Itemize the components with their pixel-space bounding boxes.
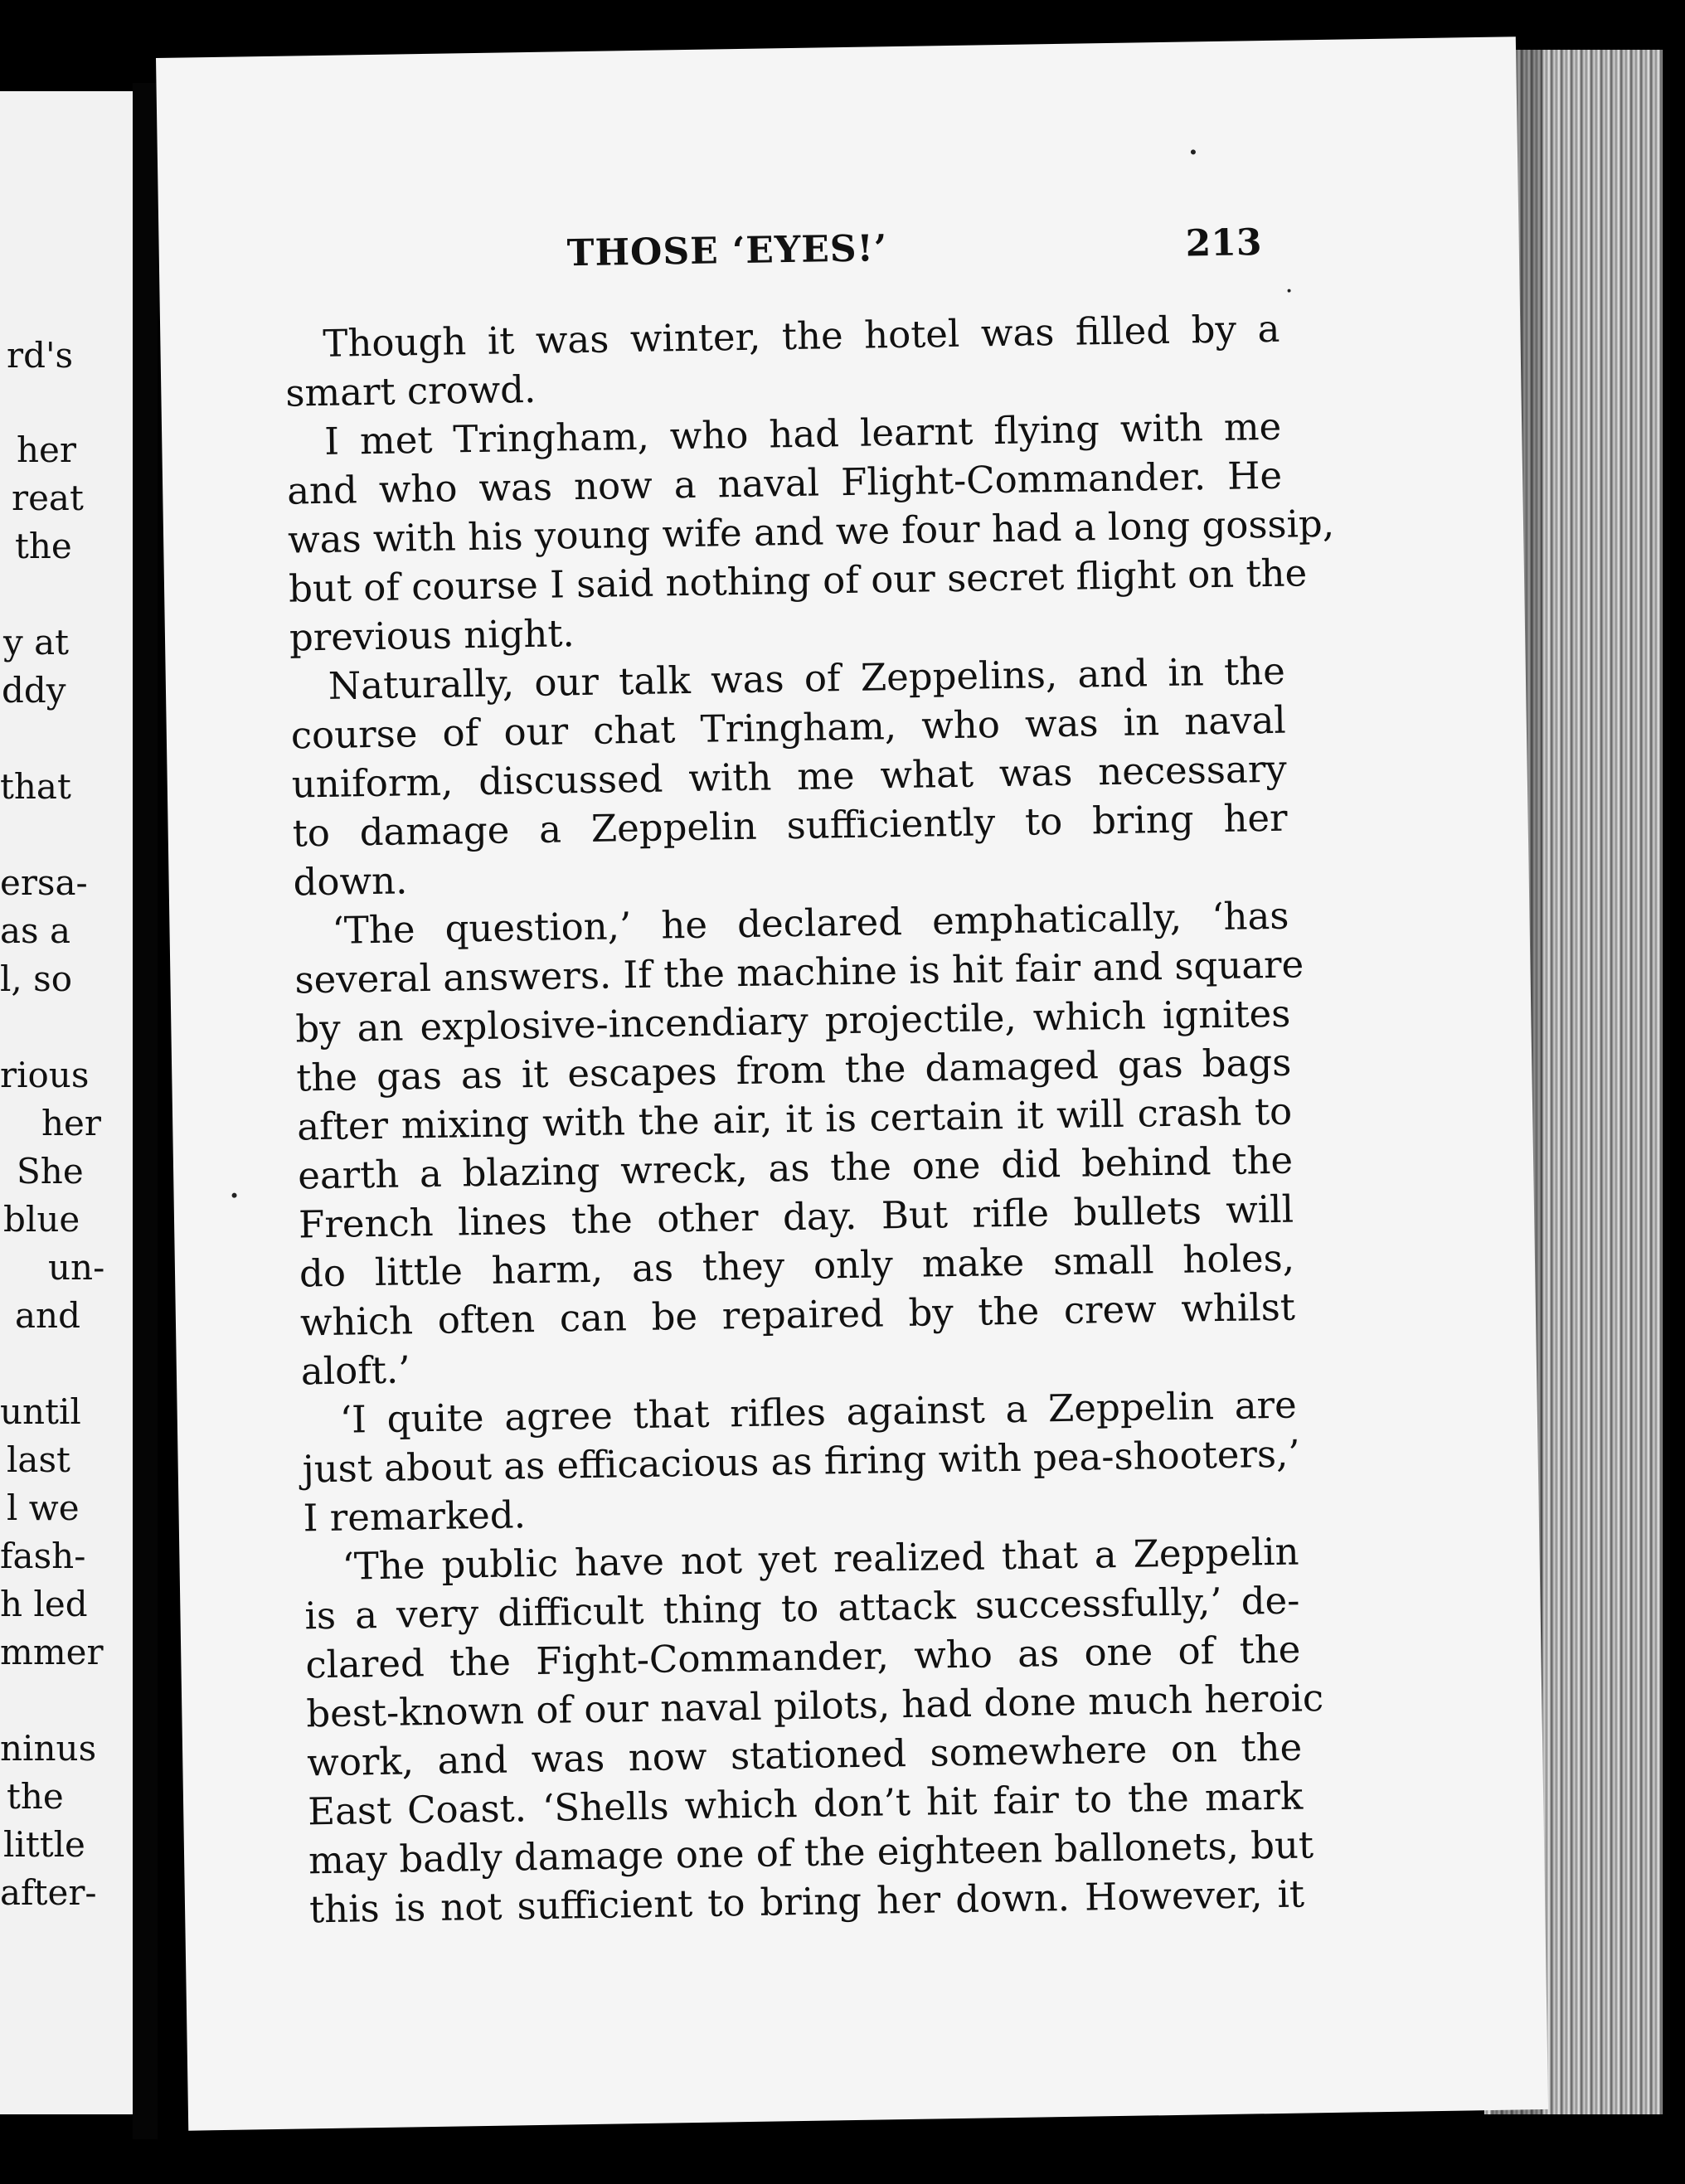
left-page-line: until — [0, 1391, 81, 1432]
text-line: was with his young wife and we four had a long gossip, — [287, 501, 1335, 562]
text-line: down. — [293, 858, 408, 905]
page-number: 213 — [1185, 221, 1262, 265]
text-line: and who was now a naval Flight-Commander. He — [286, 453, 1283, 513]
left-page-line: She — [17, 1151, 84, 1191]
left-page-line: and — [15, 1295, 80, 1336]
left-page-line: mmer — [0, 1632, 104, 1672]
left-page-line: y at — [3, 622, 69, 662]
text-line: this is not sufficient to bring her down. However, it — [308, 1871, 1305, 1932]
text-line: by an explosive-incendiary projectile, which ignites — [294, 991, 1291, 1051]
text-line: Though it was winter, the hotel was filled by a — [323, 306, 1280, 366]
text-line: but of course I said nothing of our secret flight on the — [288, 551, 1308, 611]
text-line: just about as efficacious as firing with pea-shooters,’ — [302, 1431, 1301, 1492]
book-gutter — [133, 83, 158, 2139]
dust-speck — [1288, 289, 1291, 293]
text-line: do little harm, as they only make small holes, — [299, 1235, 1295, 1296]
dust-speck — [1191, 149, 1196, 154]
left-page-line: rd's — [7, 335, 74, 376]
text-line: I remarked. — [303, 1492, 527, 1541]
text-line: aloft.’ — [300, 1347, 410, 1394]
left-page-line: fash- — [0, 1536, 86, 1576]
left-page-line: l we — [7, 1488, 80, 1528]
left-page-line: blue — [3, 1199, 80, 1240]
text-line: best-known of our naval pilots, had done much heroic — [305, 1676, 1324, 1736]
left-page-line: ninus — [0, 1728, 97, 1769]
text-line: which often can be repaired by the crew whilst — [299, 1284, 1296, 1345]
left-page-line: after- — [0, 1872, 97, 1913]
text-line: several answers. If the machine is hit fair and square — [294, 942, 1304, 1002]
text-line: earth a blazing wreck, as the one did behind the — [297, 1138, 1294, 1198]
book-page — [156, 36, 1548, 2130]
running-title: THOSE ‘EYES!’ — [566, 227, 888, 275]
left-page-line: her — [41, 1103, 101, 1143]
page-header — [158, 217, 1519, 297]
left-page-line: last — [7, 1439, 70, 1480]
text-line: may badly damage one of the eighteen ballonets, but — [308, 1822, 1314, 1883]
text-line: previous night. — [289, 611, 575, 660]
text-line: after mixing with the air, it is certain it will crash to — [296, 1089, 1293, 1149]
left-page-line: that — [0, 766, 71, 807]
left-page-line: her — [17, 430, 76, 470]
dust-speck — [232, 1193, 237, 1198]
text-line: ‘The public have not yet realized that a Zeppelin — [342, 1529, 1299, 1589]
text-line: French lines the other day. But rifle bullets will — [298, 1187, 1294, 1247]
left-page-line: ddy — [2, 670, 66, 711]
text-line: I met Tringham, who had learnt flying with me — [323, 404, 1282, 463]
text-line: smart crowd. — [284, 366, 537, 415]
text-line: clared the Fight-Commander, who as one of the — [305, 1627, 1301, 1687]
text-line: the gas as it escapes from the damaged gas bags — [295, 1040, 1292, 1100]
left-page-line: un- — [48, 1247, 105, 1288]
left-page-line: as a — [0, 910, 70, 951]
left-page-line: reat — [12, 478, 84, 518]
text-line: to damage a Zeppelin sufficiently to bring her — [292, 795, 1288, 856]
body-text — [284, 304, 1335, 1934]
text-line: Naturally, our talk was of Zeppelins, and in the — [328, 648, 1286, 708]
text-line: uniform, discussed with me what was necessary — [291, 746, 1288, 807]
text-line: work, and was now stationed somewhere on the — [306, 1725, 1303, 1785]
left-page-line: rious — [0, 1055, 90, 1095]
left-page-line: the — [7, 1776, 64, 1817]
left-page-line: little — [3, 1824, 85, 1865]
left-page-line: the — [15, 526, 72, 566]
text-line: course of our chat Tringham, who was in naval — [290, 697, 1287, 758]
left-page-line: ersa- — [0, 862, 88, 903]
text-line: East Coast. ‘Shells which don’t hit fair to the mark — [307, 1774, 1304, 1834]
text-line: is a very difficult thing to attack successfully,’ de- — [304, 1578, 1300, 1638]
previous-page-fragment — [0, 91, 139, 2114]
text-line: ‘I quite agree that rifles against a Zeppelin are — [339, 1382, 1298, 1442]
left-page-line: l, so — [0, 959, 72, 999]
left-page-line: h led — [0, 1584, 88, 1624]
text-line: ‘The question,’ he declared emphatically, ‘has — [332, 893, 1289, 953]
